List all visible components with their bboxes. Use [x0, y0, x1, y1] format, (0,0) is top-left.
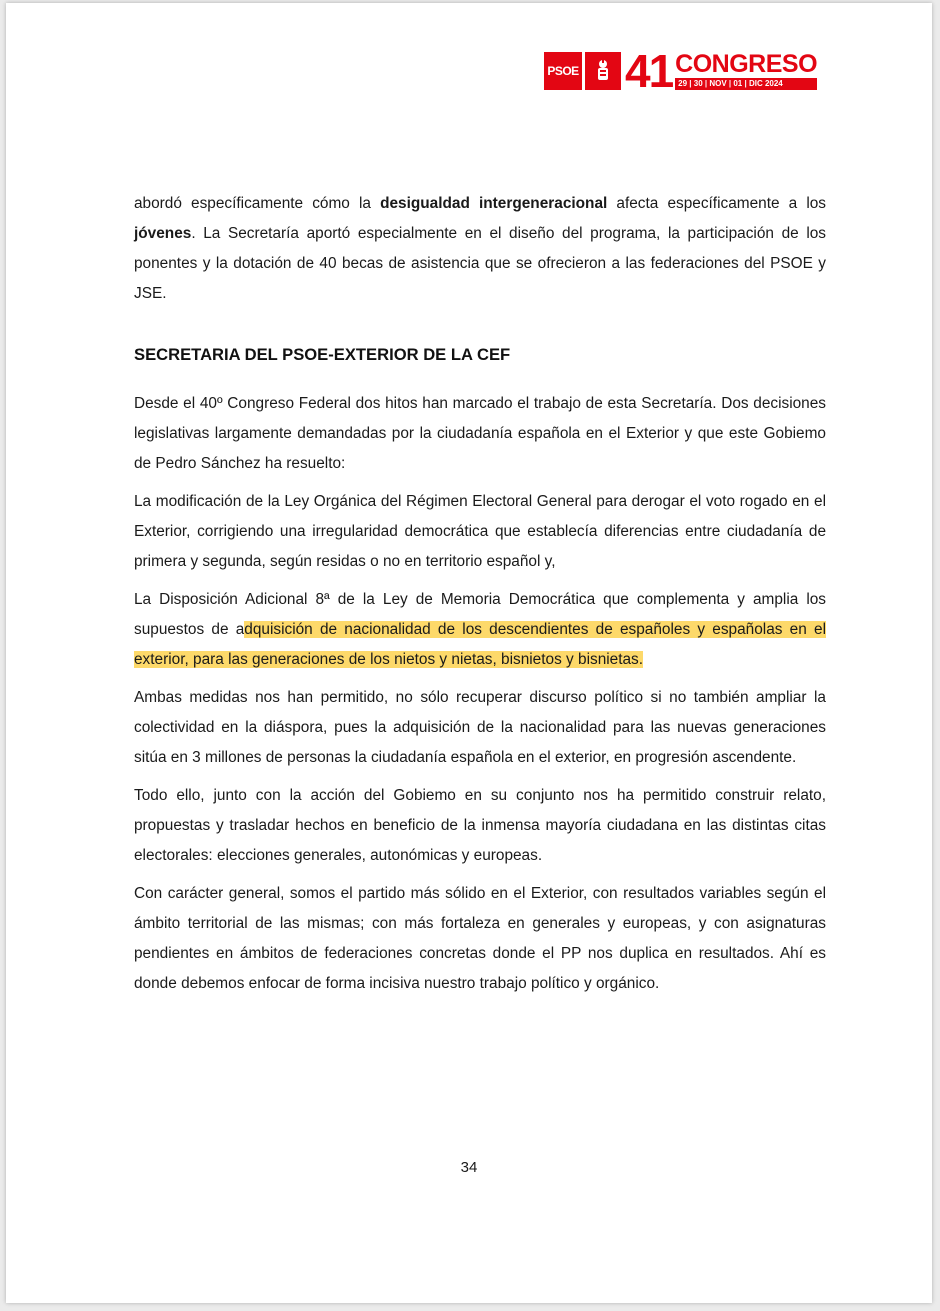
bold-run: desigualdad intergeneracional — [380, 195, 608, 212]
text-run: afecta específicamente a los — [607, 195, 826, 212]
page-number: 34 — [460, 1159, 478, 1176]
psoe-logo-box: PSOE — [544, 52, 582, 90]
congress-title: CONGRESO — [675, 49, 818, 78]
paragraph-memory-law — [134, 585, 826, 675]
paragraph-general: Con carácter general, somos el partido más sólido en el Exterior, con resultados variables según el ámbito territorial de las mismas; con más fortaleza en generales y europeas, y con asignaturas pendientes en ámbitos de federaciones concretas donde el PP nos duplica en resultados. Ahí es donde debemos enfocar de forma incisiva nuestro trabajo político y orgánico. — [134, 885, 826, 992]
section-heading: SECRETARIA DEL PSOE-EXTERIOR DE LA CEF — [134, 345, 511, 364]
highlighted-text: dquisición de nacionalidad de los descendientes de españoles y españolas en el exterior, para las generaciones de los nietos y nietas, bisnietos y bisnietas. — [134, 621, 826, 668]
fist-rose-icon — [585, 52, 621, 90]
paragraph-electoral-law: La modificación de la Ley Orgánica del Régimen Electoral General para derogar el voto rogado en el Exterior, corrigiendo una irregularidad democrática que establecía diferencias entre ciudadanía de primera y segunda, según residas o no en territorio español y, — [134, 493, 826, 570]
congress-title-block — [675, 49, 818, 90]
fist-rose-icon-svg — [592, 58, 614, 84]
paragraph-measures: Ambas medidas nos han permitido, no sólo recuperar discurso político si no también ampliar la colectividad en la diáspora, pues la adquisición de la nacionalidad para las nuevas generaciones sitúa en 3 millones de personas la ciudadanía española en el exterior, en progresión ascendente. — [134, 689, 826, 766]
congress-logo — [544, 45, 818, 97]
text-run: abordó específicamente cómo la — [134, 195, 381, 212]
congress-dates: 29 | 30 | NOV | 01 | DIC 2024 — [675, 78, 817, 90]
paragraph-milestones: Desde el 40º Congreso Federal dos hitos han marcado el trabajo de esta Secretaría. Dos decisiones legislativas largamente demandadas por la ciudadanía española en el Exterior y que este Gobiemo de Pedro Sánchez ha resuelto: — [134, 395, 826, 472]
text-run: . La Secretaría aportó especialmente en el diseño del programa, la participación de los ponentes y la dotación de 40 becas de asistencia que se ofrecieron a las federaciones del PSOE y JSE. — [134, 225, 826, 302]
text-run: La Disposición Adicional 8ª de la Ley de Memoria Democrática que complementa y amplia los supuestos de a — [134, 591, 826, 638]
document-body — [134, 189, 826, 1007]
bold-run: jóvenes — [134, 225, 192, 242]
paragraph-intro — [134, 189, 826, 309]
document-page — [6, 3, 932, 1303]
congress-number: 41 — [625, 45, 673, 97]
paragraph-government: Todo ello, junto con la acción del Gobiemo en su conjunto nos ha permitido construir relato, propuestas y trasladar hechos en beneficio de la inmensa mayoría ciudadana en las distintas citas electorales: elecciones generales, autonómicas y europeas. — [134, 787, 826, 864]
